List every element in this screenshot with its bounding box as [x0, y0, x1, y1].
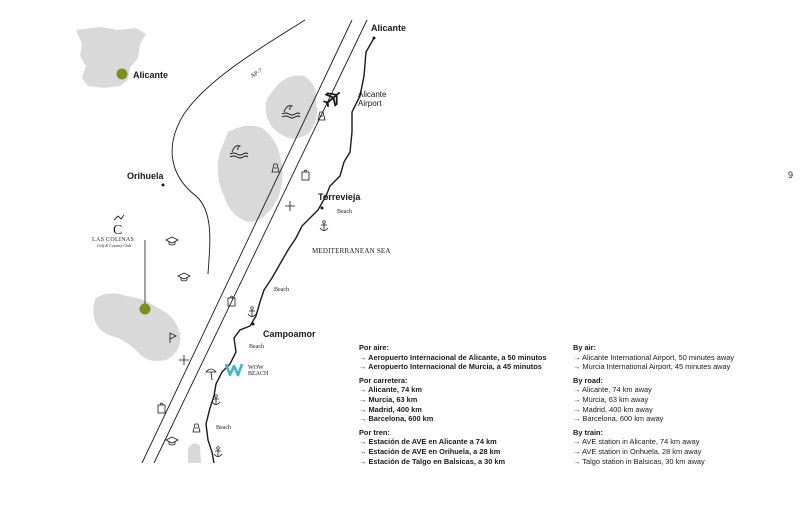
school-icon — [178, 273, 190, 281]
medical-cross-icon — [285, 201, 295, 211]
info-es-train-item: → Estación de AVE en Alicante a 74 km — [359, 437, 497, 447]
page-number: 9 — [788, 170, 794, 180]
alicante-inset-marker — [117, 69, 128, 80]
info-es-train-item: → Estación de AVE en Orihuela, a 28 km — [359, 446, 501, 456]
info-en-road-item: → Alicante, 74 km away — [573, 385, 652, 395]
torrevieja-label: Torrevieja — [318, 192, 361, 202]
info-en-train-item: → AVE station in Orihuela, 28 km away — [573, 446, 702, 456]
anchor-icon — [214, 447, 222, 457]
info-es-air-title: Por aire: — [359, 343, 389, 352]
wow-sub: BEACH — [248, 371, 269, 377]
sea-label: MEDITERRANEAN SEA — [312, 247, 391, 255]
club-logo-bird-icon — [114, 215, 124, 220]
info-es-train — [359, 428, 569, 466]
ap7-label: AP-7 — [249, 67, 264, 80]
beach-label-torrevieja: Beach — [337, 209, 352, 215]
wow-beach-logo — [226, 364, 269, 377]
beach-label-1: Beach — [274, 287, 289, 293]
wow-name: WOW — [248, 365, 264, 371]
highway-line-1 — [142, 20, 352, 463]
info-en-train — [573, 428, 793, 466]
beach-umbrella-icon — [206, 369, 216, 380]
info-es-air — [359, 343, 569, 372]
info-en-road-title: By road: — [573, 375, 603, 385]
info-en-air-item: → Alicante International Airport, 50 minutes away — [573, 352, 735, 362]
anchor-icon — [320, 221, 328, 231]
orihuela-label: Orihuela — [127, 171, 164, 181]
airport-line-2: Airport — [358, 99, 382, 108]
beach-label-2: Beach — [249, 344, 264, 350]
land-patch-north — [266, 75, 317, 138]
info-es-road-item: → Madrid, 400 km — [359, 404, 422, 414]
torrevieja-dot — [321, 207, 324, 210]
alicante-label: Alicante — [371, 23, 407, 33]
airport-line-1: Alicante — [358, 90, 387, 99]
info-en-road-item: → Barcelona, 600 km away — [573, 414, 664, 424]
info-es-road — [359, 376, 569, 424]
school-icon — [166, 437, 178, 445]
anchor-icon — [248, 307, 256, 317]
info-es-air-item: → Aeropuerto Internacional de Alicante, a 50 minutos — [359, 352, 547, 362]
campoamor-label: Campoamor — [263, 329, 316, 339]
info-es-road-item: → Alicante, 74 km — [359, 385, 422, 395]
info-en-air — [573, 343, 793, 372]
info-es-road-item: → Murcia, 63 km — [359, 394, 418, 404]
info-es-road-item: → Barcelona, 600 km — [359, 414, 434, 424]
info-es-train-title: Por tren: — [359, 427, 390, 437]
info-en-train-item: → Talgo station in Balsicas, 30 km away — [573, 456, 705, 466]
info-en-air-title: By air: — [573, 343, 597, 352]
club-subtitle: Golf & Country Club — [97, 243, 132, 248]
info-es-train-item: → Estación de Talgo en Balsicas, a 30 km — [359, 456, 506, 466]
info-en-train-item: → AVE station in Alicante, 74 km away — [573, 437, 700, 447]
shop-bag-icon — [302, 170, 309, 180]
medical-cross-icon — [179, 355, 189, 365]
info-es-air-item: → Aeropuerto Internacional de Murcia, a 45 minutos — [359, 362, 542, 372]
tower-icon — [193, 424, 200, 432]
alicante-dot — [373, 37, 376, 40]
school-icon — [166, 237, 178, 245]
transport-info-es — [359, 343, 569, 470]
las-colinas-marker — [140, 304, 151, 315]
shop-bag-icon — [158, 403, 165, 413]
info-en-road-item: → Murcia, 63 km away — [573, 394, 649, 404]
alicante-inset-label: Alicante — [133, 70, 169, 80]
orihuela-dot — [162, 184, 165, 187]
beach-label-3: Beach — [216, 425, 231, 431]
alicante-airport-label — [358, 90, 389, 108]
info-es-road-title: Por carretera: — [359, 375, 408, 385]
land-patch-mid — [218, 126, 283, 222]
info-en-air-item: → Murcia International Airport, 45 minutes away — [573, 362, 731, 372]
land-patch-golf — [93, 293, 180, 361]
las-colinas-logo — [92, 215, 134, 248]
info-en-train-title: By train: — [573, 427, 603, 437]
transport-info-en — [573, 343, 793, 470]
campoamor-dot — [252, 323, 255, 326]
info-en-road-item: → Madrid, 400 km away — [573, 404, 653, 414]
info-en-road — [573, 376, 793, 424]
land-patch-south — [188, 443, 201, 463]
club-name: LAS COLINAS — [92, 237, 135, 243]
club-monogram: C — [113, 223, 123, 238]
highway-line-2 — [154, 20, 367, 463]
